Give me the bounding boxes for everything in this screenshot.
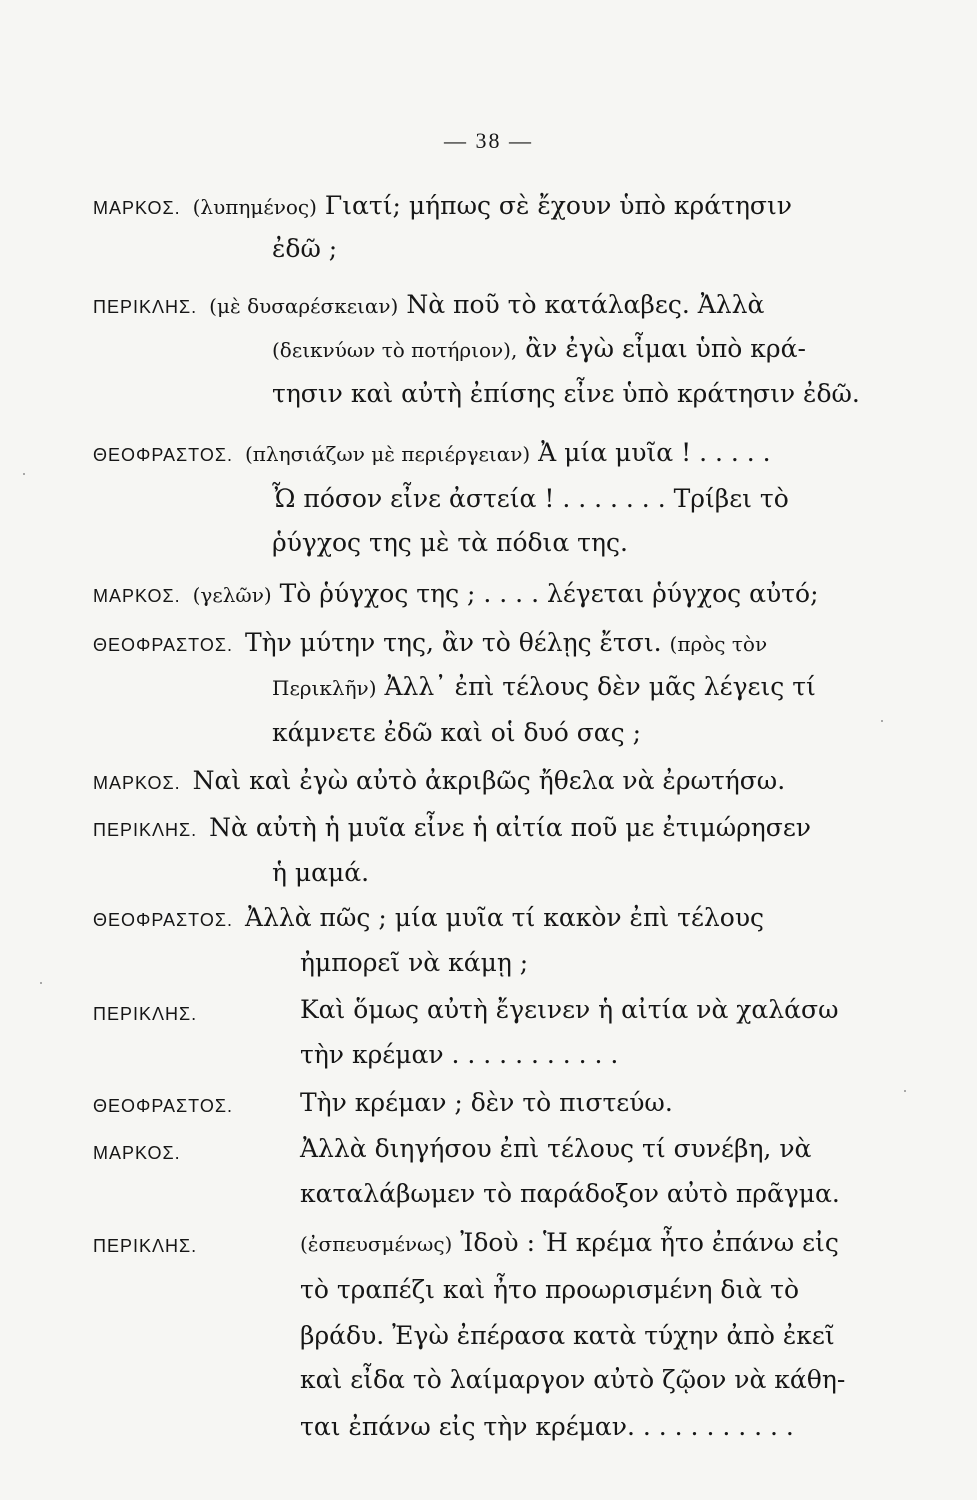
- line-text: Γιατί; μήπως σὲ ἔχουν ὑπὸ κράτησιν: [324, 191, 792, 220]
- line-text: βράδυ. Ἐγὼ ἐπέρασα κατὰ τύχην ἀπὸ ἐκεῖ: [300, 1321, 835, 1350]
- dialogue-line: [300, 1414, 794, 1439]
- line-text: Ἀ μία μυῖα ! . . . . .: [538, 438, 771, 467]
- dialogue-line: [93, 630, 767, 655]
- dialogue-line: [300, 1277, 799, 1302]
- dialogue-line: [272, 336, 806, 361]
- dialogue-line: [300, 1323, 835, 1348]
- dialogue-line: [272, 720, 641, 745]
- dialogue-line: [272, 860, 369, 885]
- line-text: Ἀλλὰ διηγήσου ἐπὶ τέλους τί συνέβη, νὰ: [300, 1134, 812, 1163]
- line-text: Ἀλλὰ πῶς ; μία μυῖα τί κακὸν ἐπὶ τέλους: [244, 903, 765, 932]
- stage-direction: (πρὸς τὸν: [669, 632, 768, 656]
- dialogue-line: [272, 486, 789, 511]
- line-text: Τὴν κρέμαν ; δὲν τὸ πιστεύω.: [300, 1088, 673, 1117]
- paper-speck: [904, 1090, 906, 1092]
- paper-speck: [23, 473, 25, 475]
- line-text: τὴν κρέμαν . . . . . . . . . . .: [300, 1040, 619, 1069]
- dialogue-line: [300, 997, 839, 1022]
- line-text: Ἀλλ᾿ ἐπὶ τέλους δὲν μᾶς λέγεις τί: [384, 672, 816, 701]
- line-text: καὶ εἶδα τὸ λαίμαργον αὐτὸ ζῷον νὰ κάθη-: [300, 1365, 846, 1394]
- dialogue-line: [300, 1042, 618, 1067]
- line-text: ἡ μαμά.: [272, 858, 370, 887]
- speaker-name: ΜΑΡΚΟΣ.: [93, 773, 181, 793]
- dialogue-line: [93, 440, 771, 465]
- speaker-name: ΘΕΟΦΡΑΣΤΟΣ.: [93, 910, 233, 930]
- line-text: Ὦ πόσον εἶνε ἀστεία ! . . . . . . . Τρίβει τὸ: [272, 484, 789, 513]
- line-text: Νὰ ποῦ τὸ κατάλαβες. Ἀλλὰ: [406, 290, 765, 319]
- dialogue-line: [272, 674, 816, 699]
- speaker-name: ΘΕΟΦΡΑΣΤΟΣ.: [93, 635, 233, 655]
- dialogue-line: [93, 193, 792, 218]
- line-text: Τὸ ῥύγχος της ; . . . . λέγεται ῥύγχος αὐτό;: [279, 579, 819, 608]
- stage-direction: (λυπημένος): [192, 195, 317, 219]
- stage-direction: (ἐσπευσμένως): [300, 1232, 453, 1256]
- speaker-name: ΜΑΡΚΟΣ.: [93, 586, 181, 606]
- stage-direction: (γελῶν): [192, 583, 272, 607]
- line-text: Νὰ αὐτὴ ἡ μυῖα εἶνε ἡ αἰτία ποῦ με ἐτιμώρησεν: [209, 813, 811, 842]
- speaker-name: ΠΕΡΙΚΛΗΣ.: [93, 1236, 198, 1256]
- dialogue-line: [93, 768, 785, 793]
- dialogue-line: [93, 815, 811, 840]
- line-text: τὸ τραπέζι καὶ ἦτο προωρισμένη διὰ τὸ: [300, 1275, 799, 1304]
- dialogue-line: [93, 905, 764, 930]
- dialogue-line: [272, 236, 337, 261]
- dialogue-line: [300, 1136, 811, 1161]
- line-text: ται ἐπάνω εἰς τὴν κρέμαν. . . . . . . . . . .: [300, 1412, 794, 1441]
- line-text: ῥύγχος της μὲ τὰ πόδια της.: [272, 528, 628, 557]
- paper-speck: [881, 720, 883, 722]
- dialogue-line: [272, 381, 860, 406]
- dialogue-line: [300, 1367, 845, 1392]
- line-text: κάμνετε ἐδῶ καὶ οἱ δυό σας ;: [272, 718, 642, 747]
- line-text: ἂν ἐγὼ εἶμαι ὑπὸ κρά-: [525, 334, 806, 363]
- stage-direction: Περικλῆν): [272, 676, 377, 700]
- speaker-name: ΜΑΡΚΟΣ.: [93, 1143, 181, 1163]
- dialogue-line: [300, 1230, 839, 1255]
- dialogue-line: [300, 1181, 840, 1206]
- line-text: Ναὶ καὶ ἐγὼ αὐτὸ ἀκριβῶς ἤθελα νὰ ἐρωτήσω.: [192, 766, 786, 795]
- paper-speck: [40, 982, 42, 984]
- stage-direction: (πλησιάζων μὲ περιέργειαν): [244, 442, 531, 466]
- line-text: καταλάβωμεν τὸ παράδοξον αὐτὸ πρᾶγμα.: [300, 1179, 840, 1208]
- dialogue-line: [300, 1090, 673, 1115]
- speaker-name: ΠΕΡΙΚΛΗΣ.: [93, 1004, 198, 1024]
- dialogue-line: [93, 292, 764, 317]
- line-text: Ἰδοὺ : Ἡ κρέμα ἦτο ἐπάνω εἰς: [460, 1228, 839, 1257]
- speaker-name: ΘΕΟΦΡΑΣΤΟΣ.: [93, 445, 233, 465]
- speaker-name: ΘΕΟΦΡΑΣΤΟΣ.: [93, 1096, 233, 1116]
- dialogue-line: [93, 581, 819, 606]
- line-text: Τὴν μύτην της, ἂν τὸ θέλῃς ἔτσι.: [244, 628, 662, 657]
- line-text: τησιν καὶ αὐτὴ ἐπίσης εἶνε ὑπὸ κράτησιν ἐδῶ.: [272, 379, 860, 408]
- stage-direction: (μὲ δυσαρέσκειαν): [209, 294, 399, 318]
- line-text: ἠμπορεῖ νὰ κάμῃ ;: [300, 948, 529, 977]
- speaker-name: ΠΕΡΙΚΛΗΣ.: [93, 820, 198, 840]
- speaker-name: ΠΕΡΙΚΛΗΣ.: [93, 297, 198, 317]
- dialogue-line: [272, 530, 628, 555]
- dialogue-line: [300, 950, 528, 975]
- line-text: Καὶ ὅμως αὐτὴ ἔγεινεν ἡ αἰτία νὰ χαλάσω: [300, 995, 839, 1024]
- stage-direction: (δεικνύων τὸ ποτήριον),: [272, 338, 518, 362]
- line-text: ἐδῶ ;: [272, 234, 338, 263]
- page-number: — 38 —: [444, 128, 533, 153]
- speaker-name: ΜΑΡΚΟΣ.: [93, 198, 181, 218]
